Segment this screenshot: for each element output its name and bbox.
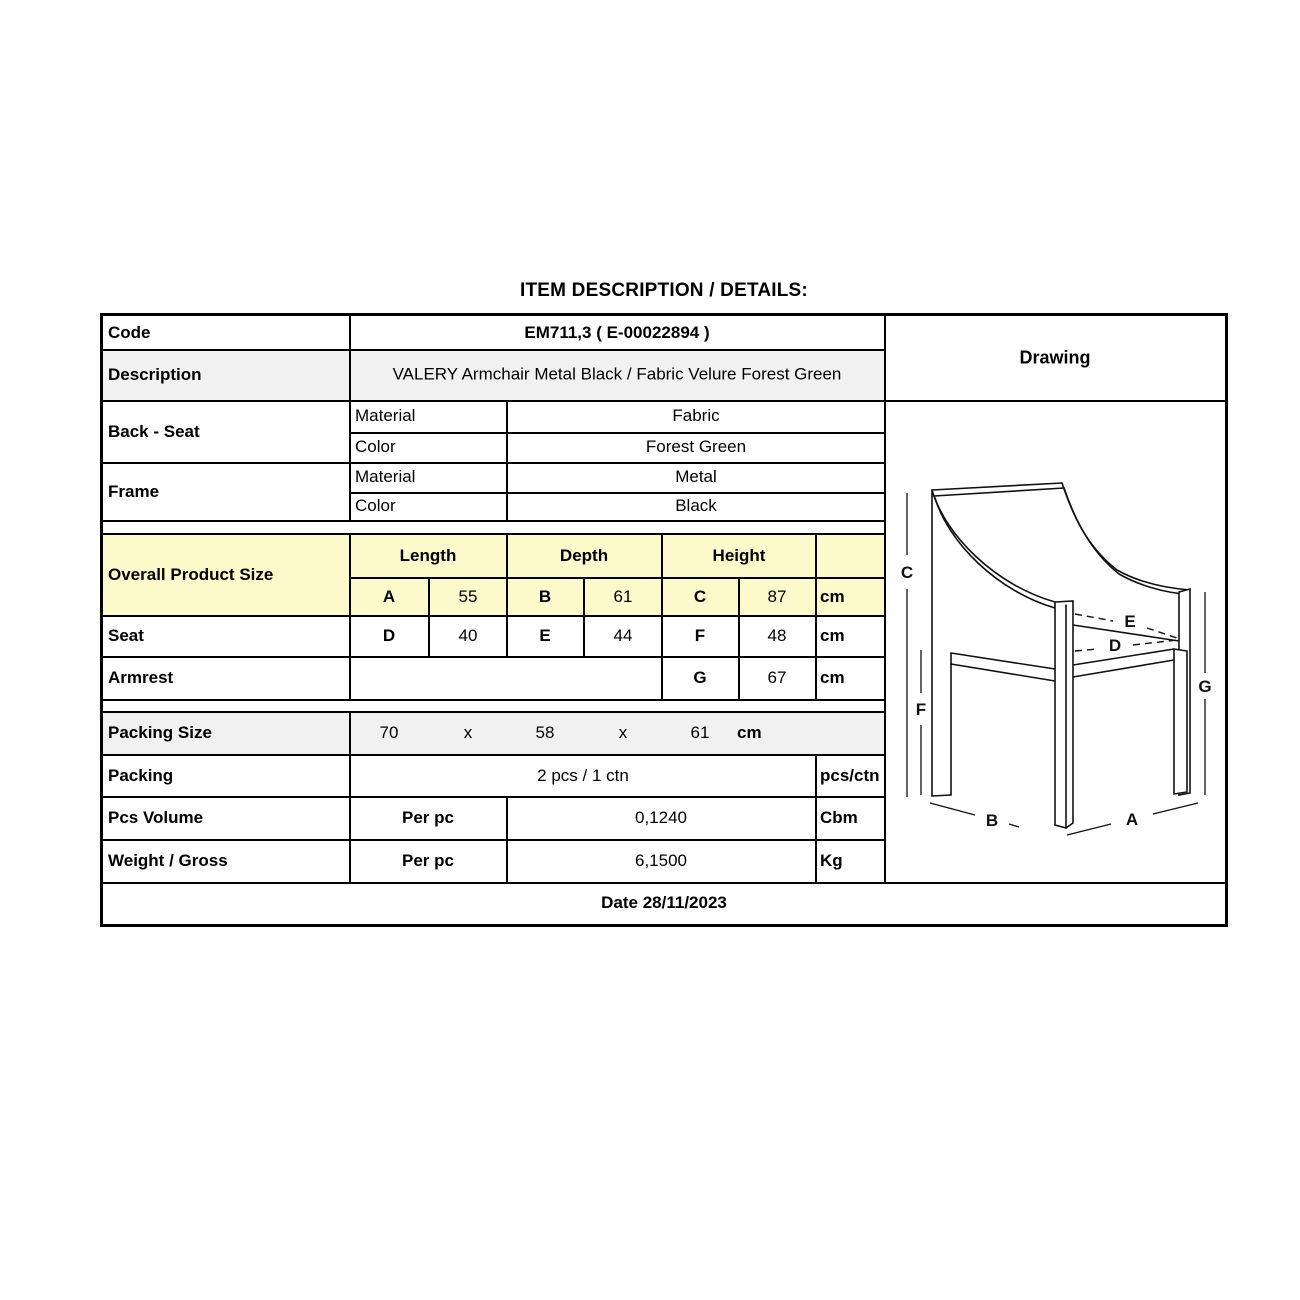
weight-value: 6,1500 [635, 851, 687, 870]
drawing-label-c: C [900, 563, 914, 582]
drawing-label-g: G [1198, 677, 1212, 696]
frame-color-value: Black [675, 496, 717, 515]
dim-a-value: 55 [458, 587, 478, 606]
frame-color-label: Color [355, 496, 396, 515]
packing-size-background [103, 712, 885, 755]
code-value: EM711,3 ( E-00022894 ) [524, 323, 710, 342]
weight-per: Per pc [402, 851, 454, 870]
dim-a-key: A [382, 587, 396, 606]
dim-d-value: 40 [458, 626, 478, 645]
drawing-header: Drawing [1019, 347, 1091, 368]
dim-c-value: 87 [767, 587, 787, 606]
dim-b-value: 61 [613, 587, 633, 606]
back-seat-material-value: Fabric [672, 406, 720, 425]
description-label: Description [108, 365, 202, 384]
dim-c-key: C [693, 587, 707, 606]
frame-material-label: Material [355, 467, 416, 486]
drawing-label-e: E [1124, 612, 1136, 631]
code-label: Code [108, 323, 151, 342]
overall-unit: cm [820, 587, 845, 606]
height-header: Height [712, 546, 766, 565]
packing-size-x2: x [618, 723, 628, 742]
dim-e-key: E [539, 626, 551, 645]
pcs-volume-label: Pcs Volume [108, 808, 204, 827]
dim-b-key: B [538, 587, 552, 606]
packing-size-v3: 61 [690, 723, 710, 742]
frame-material-value: Metal [675, 467, 717, 486]
date-value: Date 28/11/2023 [601, 893, 727, 912]
pcs-volume-per: Per pc [402, 808, 454, 827]
overall-size-label: Overall Product Size [108, 565, 274, 584]
drawing-label-a: A [1125, 810, 1139, 829]
back-seat-color-value: Forest Green [645, 437, 747, 456]
weight-unit: Kg [820, 851, 843, 870]
packing-value: 2 pcs / 1 ctn [537, 766, 629, 785]
dim-g-value: 67 [767, 668, 787, 687]
pcs-volume-unit: Cbm [820, 808, 858, 827]
frame-label: Frame [108, 482, 160, 501]
dim-d-key: D [382, 626, 396, 645]
dim-f-value: 48 [767, 626, 787, 645]
drawing-label-b: B [985, 811, 999, 830]
description-value: VALERY Armchair Metal Black / Fabric Velure Forest Green [392, 364, 842, 384]
seat-unit: cm [820, 626, 845, 645]
packing-size-v1: 70 [379, 723, 399, 742]
dim-g-key: G [693, 668, 707, 687]
back-seat-label: Back - Seat [108, 422, 200, 441]
seat-label: Seat [108, 626, 144, 645]
chair-drawing [885, 405, 1225, 883]
weight-gross-label: Weight / Gross [108, 851, 228, 870]
back-seat-color-label: Color [355, 437, 396, 456]
armrest-label: Armrest [108, 668, 174, 687]
packing-size-label: Packing Size [108, 723, 212, 742]
back-seat-material-label: Material [355, 406, 416, 425]
packing-unit: pcs/ctn [820, 766, 880, 785]
pcs-volume-value: 0,1240 [635, 808, 687, 827]
depth-header: Depth [559, 546, 609, 565]
dim-e-value: 44 [613, 626, 633, 645]
drawing-label-f: F [915, 700, 927, 719]
spec-table [100, 313, 1228, 927]
length-header: Length [399, 546, 457, 565]
packing-size-x1: x [463, 723, 473, 742]
dim-f-key: F [694, 626, 706, 645]
drawing-label-d: D [1108, 636, 1122, 655]
page-title: ITEM DESCRIPTION / DETAILS: [520, 280, 808, 301]
armrest-unit: cm [820, 668, 845, 687]
packing-size-unit: cm [737, 723, 762, 742]
packing-label: Packing [108, 766, 174, 785]
packing-size-v2: 58 [535, 723, 555, 742]
